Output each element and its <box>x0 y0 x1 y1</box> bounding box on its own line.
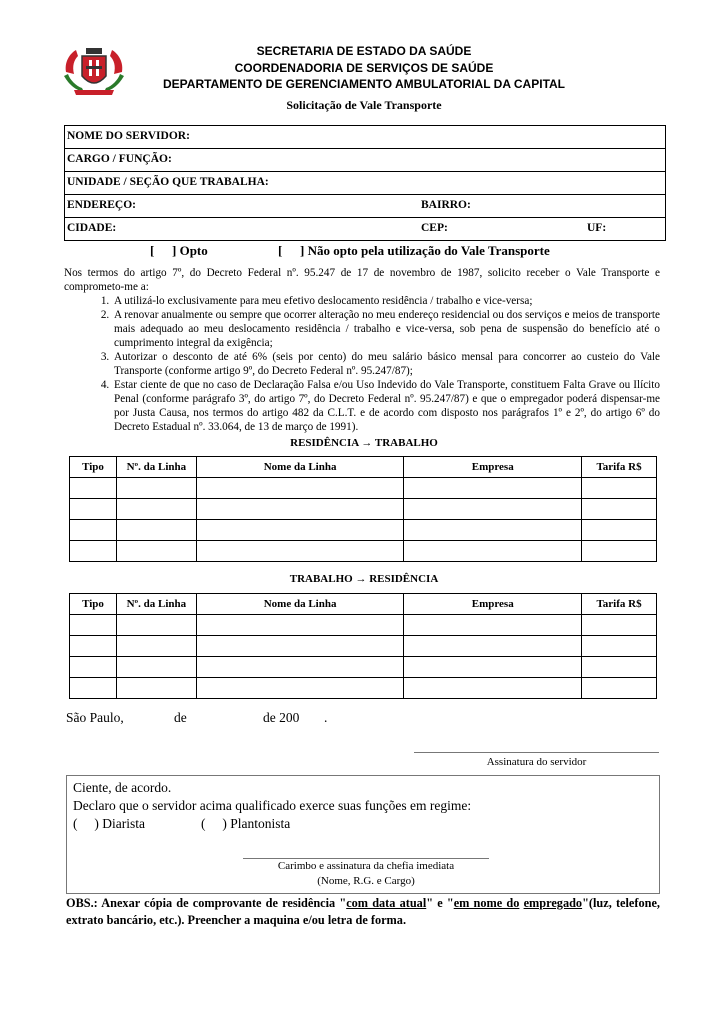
label-uf: UF: <box>587 222 607 234</box>
header-secretaria: SECRETARIA DE ESTADO DA SAÚDE <box>256 44 472 58</box>
terms-item: 2. A renovar anualmente ou sempre que ocorrer alteração no meu endereço residencial ou dos serviços e meios de transporte mais adequado ao meu deslocamento residência / trabalho e vice-versa, sob pena de suspensão do benefício até o cumprimento integral da exigência; <box>112 308 660 350</box>
form-title: Solicitação de Vale Transporte <box>286 98 442 112</box>
table-row[interactable] <box>70 520 657 541</box>
agreement-line2: Declaro que o servidor acima qualificado exerce suas funções em regime: <box>73 798 472 813</box>
header-departamento: DEPARTAMENTO DE GERENCIAMENTO AMBULATORIAL DA CAPITAL <box>163 77 565 91</box>
obs-note <box>66 895 660 929</box>
label-cargo: CARGO / FUNÇÃO: <box>67 153 172 165</box>
table-row[interactable] <box>70 478 657 499</box>
date-de-2: de 200 <box>263 710 300 725</box>
label-endereco: ENDEREÇO: <box>67 199 137 211</box>
servidor-signature-line[interactable] <box>414 752 659 753</box>
field-unidade[interactable] <box>65 172 665 195</box>
col-tarifa: Tarifa R$ <box>582 594 657 615</box>
field-endereco[interactable] <box>65 195 665 218</box>
table-row[interactable] <box>70 657 657 678</box>
regime-diarista-option[interactable]: ( ) Diarista <box>73 816 145 831</box>
obs-text: "(luz, telefone, extrato bancário, etc.). Preencher a maquina e/ou letra de forma. <box>66 896 661 927</box>
label-cidade: CIDADE: <box>67 222 117 234</box>
col-empresa: Empresa <box>404 594 582 615</box>
col-nome-linha: Nome da Linha <box>196 457 404 478</box>
nao-opto-option[interactable]: ] Não opto pela utilização do Vale Transporte <box>300 243 550 258</box>
obs-text: OBS.: Anexar cópia de comprovante de residência " <box>66 896 347 910</box>
terms-item: 4. Estar ciente de que no caso de Declaração Falsa e/ou Uso Indevido do Vale Transporte, constituem Falta Grave ou Ilícito Penal (conforme parágrafo 3º, do artigo 7º, do Decreto Federal nº. 95.247/87) e que o empregador poderá dispensar-me por Justa Causa, nos termos do artigo 482 da C.L.T. e de acordo com disposto nos parágrafos 1º e 2º, do artigo 6º do Decreto Estadual nº. 33.064, de 13 de março de 1991). <box>112 378 660 434</box>
terms-intro: Nos termos do artigo 7º, do Decreto Federal nº. 95.247 de 17 de novembro de 1987, solicito receber o Vale Transporte e comprometo-me a: <box>64 267 660 293</box>
terms-item: 1. A utilizá-lo exclusivamente para meu efetivo deslocamento residência / trabalho e vice-versa; <box>112 294 660 308</box>
date-city: São Paulo, <box>66 710 124 725</box>
agreement-line1: Ciente, de acordo. <box>73 780 172 795</box>
col-numero-linha: Nº. da Linha <box>116 457 196 478</box>
date-de-1: de <box>174 710 187 725</box>
header-coordenadoria: COORDENADORIA DE SERVIÇOS DE SAÚDE <box>234 61 494 75</box>
table-row[interactable] <box>70 541 657 562</box>
table-row[interactable] <box>70 499 657 520</box>
col-numero-linha: Nº. da Linha <box>116 594 196 615</box>
col-empresa: Empresa <box>404 457 582 478</box>
field-nome[interactable] <box>65 126 665 149</box>
col-tipo: Tipo <box>70 457 117 478</box>
obs-underline: empregado <box>523 896 583 910</box>
table-residencia-trabalho <box>69 456 657 562</box>
label-bairro: BAIRRO: <box>421 199 471 211</box>
chefia-signature-label: Carimbo e assinatura da chefia imediata <box>277 860 455 872</box>
obs-underline: em nome do <box>453 896 520 910</box>
label-unidade: UNIDADE / SEÇÃO QUE TRABALHA: <box>67 176 269 188</box>
servidor-signature-label: Assinatura do servidor <box>486 756 587 768</box>
opto-bracket[interactable]: [ <box>150 243 155 258</box>
chefia-agreement-box <box>66 775 660 894</box>
field-cidade[interactable] <box>65 218 665 241</box>
regime-plantonista-option[interactable]: ( ) Plantonista <box>201 816 291 831</box>
col-tarifa: Tarifa R$ <box>582 457 657 478</box>
chefia-signature-line[interactable] <box>243 858 489 859</box>
identification-box <box>64 125 666 241</box>
table-row[interactable] <box>70 615 657 636</box>
terms-list <box>64 294 660 434</box>
chefia-signature-sublabel: (Nome, R.G. e Cargo) <box>317 875 415 887</box>
field-cargo[interactable] <box>65 149 665 172</box>
opto-option[interactable]: ] Opto <box>172 243 208 258</box>
date-period: . <box>324 710 328 725</box>
table1-title: RESIDÊNCIA → TRABALHO <box>290 437 438 449</box>
label-nome: NOME DO SERVIDOR: <box>67 130 190 142</box>
table-row[interactable] <box>70 678 657 699</box>
col-tipo: Tipo <box>70 594 117 615</box>
terms-item: 3. Autorizar o desconto de até 6% (seis por cento) do meu salário básico mensal para concorrer ao custeio do Vale Transporte (conforme artigo 9º, do Decreto Federal nº. 95.247/87); <box>112 350 660 378</box>
label-cep: CEP: <box>421 222 448 234</box>
table-row[interactable] <box>70 636 657 657</box>
nao-opto-bracket[interactable]: [ <box>278 243 283 258</box>
obs-text: " e " <box>426 896 454 910</box>
table-trabalho-residencia <box>69 593 657 699</box>
terms-paragraph <box>64 266 660 434</box>
col-nome-linha: Nome da Linha <box>196 594 404 615</box>
table2-title: TRABALHO → RESIDÊNCIA <box>289 573 439 585</box>
obs-underline: com data atual <box>346 896 427 910</box>
